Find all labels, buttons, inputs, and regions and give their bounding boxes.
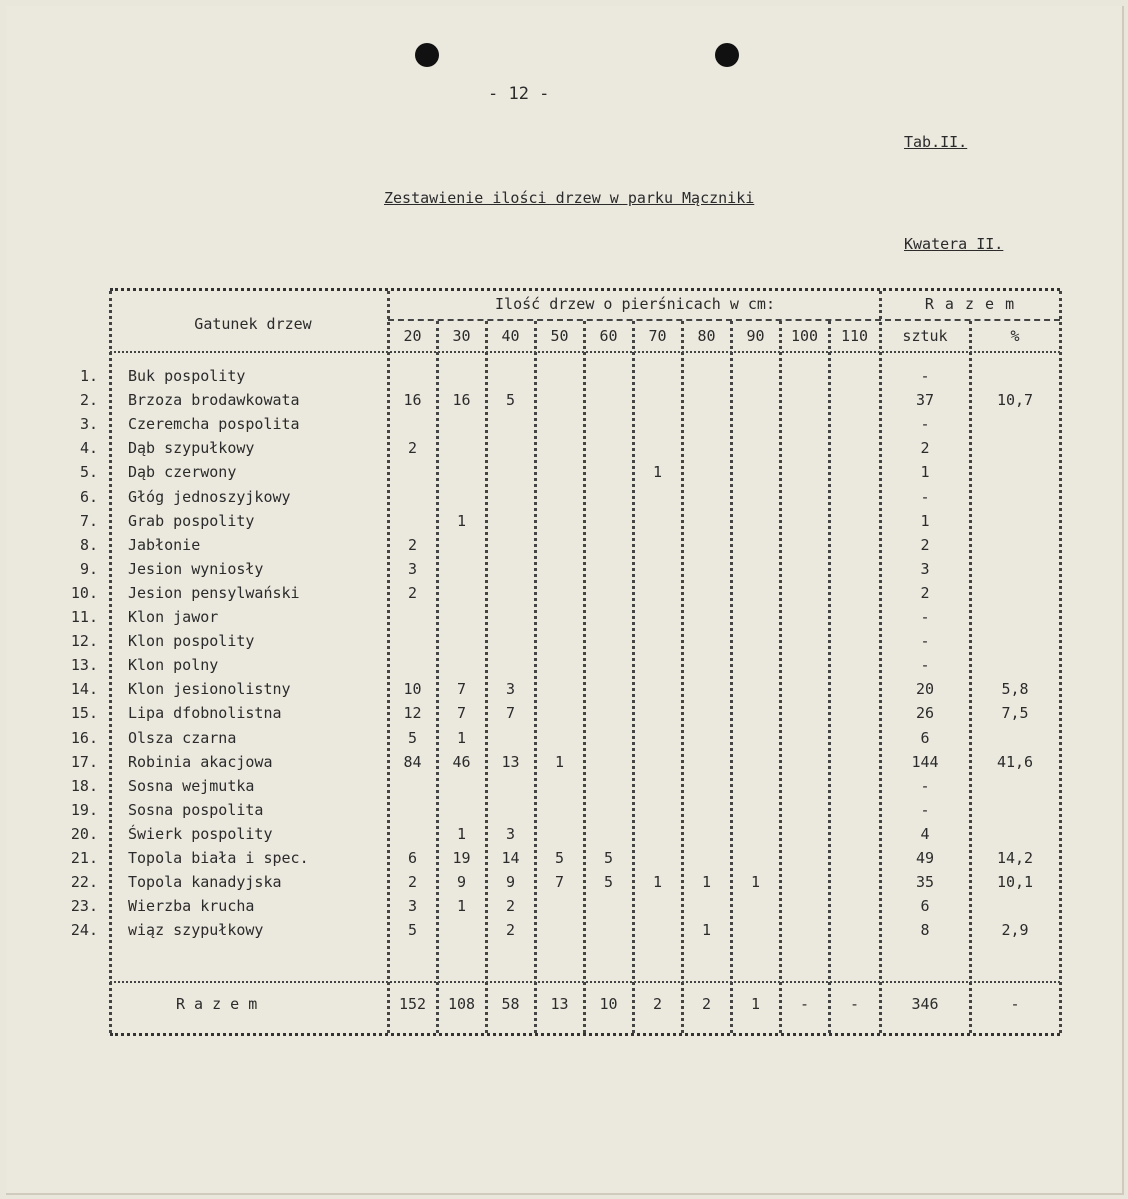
species-name: Topola biała i spec. <box>128 849 309 867</box>
column-divider <box>109 291 112 1033</box>
column-divider <box>828 321 831 1033</box>
row-number: 12. <box>70 632 98 651</box>
row-total: - <box>920 367 930 385</box>
header-percent: % <box>1010 327 1020 345</box>
row-total: 1 <box>920 511 930 530</box>
column-divider <box>583 321 586 1033</box>
row-number: 18. <box>70 776 98 795</box>
count-cell: 6 <box>407 849 418 867</box>
row-total: 2 <box>920 439 930 458</box>
count-cell: 3 <box>407 897 418 916</box>
row-total: 49 <box>915 849 935 867</box>
row-percent: 2,9 <box>1001 921 1029 940</box>
header-diameter-group: Ilość drzew o pierśnicach w cm: <box>495 295 775 313</box>
header-species: Gatunek drzew <box>194 315 312 333</box>
species-name: Jabłonie <box>128 535 201 554</box>
count-cell: 1 <box>456 897 467 916</box>
row-number: 21. <box>70 849 98 867</box>
row-total: 4 <box>920 824 930 843</box>
species-name: Topola kanadyjska <box>128 873 282 892</box>
row-total: - <box>920 415 930 434</box>
row-total: - <box>920 632 930 651</box>
row-number: 24. <box>70 921 98 940</box>
row-number: 16. <box>70 728 98 747</box>
row-total: 144 <box>911 752 939 771</box>
punch-hole <box>415 43 439 67</box>
header-diameter-110: 110 <box>840 327 869 345</box>
total-count-cell: 10 <box>599 995 618 1013</box>
count-cell: 5 <box>407 921 418 940</box>
row-total: - <box>920 776 930 795</box>
species-name: Głóg jednoszyjkowy <box>128 487 291 506</box>
count-cell: 3 <box>505 680 516 699</box>
count-cell: 3 <box>407 559 418 578</box>
punch-hole <box>715 43 739 67</box>
header-diameter-30: 30 <box>452 327 471 345</box>
row-total: 37 <box>915 391 935 410</box>
header-diameter-70: 70 <box>648 327 667 345</box>
species-name: Świerk pospolity <box>128 824 273 843</box>
row-total: - <box>920 800 930 819</box>
row-number: 5. <box>79 463 98 482</box>
row-number: 2. <box>79 391 98 410</box>
count-cell: 5 <box>505 391 516 410</box>
row-total: 35 <box>915 873 935 892</box>
count-cell: 16 <box>452 391 471 410</box>
row-number: 15. <box>70 704 98 723</box>
header-total-group: R a z e m <box>924 295 1016 313</box>
document-title: Zestawienie ilości drzew w parku Mączniki <box>384 189 755 207</box>
row-percent: 7,5 <box>1001 704 1029 723</box>
total-count-cell: 108 <box>447 995 476 1013</box>
header-diameter-90: 90 <box>746 327 765 345</box>
species-name: Robinia akacjowa <box>128 752 273 771</box>
section-label: Kwatera II. <box>904 235 1004 253</box>
species-name: Olsza czarna <box>128 728 237 747</box>
count-cell: 13 <box>501 752 520 771</box>
column-divider <box>632 321 635 1033</box>
species-name: Brzoza brodawkowata <box>128 391 300 410</box>
count-cell: 1 <box>456 728 467 747</box>
row-number: 9. <box>79 559 98 578</box>
count-cell: 5 <box>603 849 614 867</box>
species-name: Jesion pensylwański <box>128 583 300 602</box>
row-number: 10. <box>70 583 98 602</box>
row-percent: 41,6 <box>996 752 1034 771</box>
count-cell: 2 <box>505 921 516 940</box>
count-cell: 7 <box>456 704 467 723</box>
row-number: 11. <box>70 608 98 626</box>
count-cell: 46 <box>452 752 471 771</box>
header-diameter-40: 40 <box>501 327 520 345</box>
row-percent: 10,7 <box>996 391 1034 410</box>
column-divider <box>779 321 782 1033</box>
species-name: wiąz szypułkowy <box>128 921 264 940</box>
count-cell: 3 <box>505 824 516 843</box>
species-name: Dąb czerwony <box>128 463 237 482</box>
count-cell: 5 <box>407 728 418 747</box>
count-cell: 1 <box>554 752 565 771</box>
grand-total-percent: - <box>1010 995 1020 1013</box>
header-divider <box>388 319 1060 321</box>
count-cell: 12 <box>403 704 422 723</box>
species-name: Klon polny <box>128 656 219 675</box>
count-cell: 9 <box>505 873 516 892</box>
row-number: 1. <box>79 367 98 385</box>
row-number: 19. <box>70 800 98 819</box>
row-total: 2 <box>920 583 930 602</box>
count-cell: 14 <box>501 849 520 867</box>
count-cell: 2 <box>407 583 418 602</box>
count-cell: 1 <box>456 511 467 530</box>
row-number: 3. <box>79 415 98 434</box>
row-number: 20. <box>70 824 98 843</box>
species-name: Klon jesionolistny <box>128 680 291 699</box>
species-name: Buk pospolity <box>128 367 246 385</box>
header-diameter-100: 100 <box>790 327 819 345</box>
total-count-cell: - <box>849 995 860 1013</box>
total-row-label: R a z e m <box>176 995 258 1013</box>
row-number: 13. <box>70 656 98 675</box>
row-total: - <box>920 608 930 626</box>
row-total: 26 <box>915 704 935 723</box>
header-diameter-80: 80 <box>697 327 716 345</box>
total-count-cell: - <box>799 995 810 1013</box>
count-cell: 1 <box>456 824 467 843</box>
header-diameter-50: 50 <box>550 327 569 345</box>
count-cell: 9 <box>456 873 467 892</box>
species-name: Grab pospolity <box>128 511 255 530</box>
count-cell: 1 <box>701 921 712 940</box>
row-number: 6. <box>79 487 98 506</box>
row-total: 6 <box>920 897 930 916</box>
count-cell: 1 <box>750 873 761 892</box>
count-cell: 5 <box>554 849 565 867</box>
grand-total: 346 <box>911 995 939 1013</box>
row-total: 3 <box>920 559 930 578</box>
count-cell: 2 <box>505 897 516 916</box>
row-number: 23. <box>70 897 98 916</box>
species-name: Klon jawor <box>128 608 219 626</box>
row-total: 20 <box>915 680 935 699</box>
total-count-cell: 13 <box>550 995 569 1013</box>
count-cell: 7 <box>505 704 516 723</box>
page-number: - 12 - <box>488 84 550 104</box>
total-count-cell: 1 <box>750 995 761 1013</box>
total-count-cell: 2 <box>652 995 663 1013</box>
count-cell: 1 <box>701 873 712 892</box>
count-cell: 2 <box>407 535 418 554</box>
count-cell: 84 <box>403 752 422 771</box>
row-percent: 14,2 <box>996 849 1034 867</box>
row-number: 7. <box>79 511 98 530</box>
row-number: 17. <box>70 752 98 771</box>
header-diameter-60: 60 <box>599 327 618 345</box>
row-total: 8 <box>920 921 930 940</box>
header-diameter-20: 20 <box>403 327 422 345</box>
row-total: - <box>920 487 930 506</box>
species-name: Klon pospolity <box>128 632 255 651</box>
count-cell: 2 <box>407 439 418 458</box>
row-total: - <box>920 656 930 675</box>
row-total: 2 <box>920 535 930 554</box>
count-cell: 5 <box>603 873 614 892</box>
species-name: Lipa dfobnolistna <box>128 704 282 723</box>
species-name: Sosna wejmutka <box>128 776 255 795</box>
row-percent: 5,8 <box>1001 680 1029 699</box>
row-total: 1 <box>920 463 930 482</box>
count-cell: 19 <box>452 849 471 867</box>
species-name: Czeremcha pospolita <box>128 415 300 434</box>
row-number: 4. <box>79 439 98 458</box>
row-total: 6 <box>920 728 930 747</box>
count-cell: 2 <box>407 873 418 892</box>
count-cell: 7 <box>554 873 565 892</box>
count-cell: 1 <box>652 873 663 892</box>
row-number: 22. <box>70 873 98 892</box>
count-cell: 10 <box>403 680 422 699</box>
header-count: sztuk <box>902 327 948 345</box>
table-reference: Tab.II. <box>904 133 968 151</box>
row-percent: 10,1 <box>996 873 1034 892</box>
total-count-cell: 58 <box>501 995 520 1013</box>
count-cell: 16 <box>403 391 422 410</box>
row-number: 14. <box>70 680 98 699</box>
species-name: Dąb szypułkowy <box>128 439 255 458</box>
species-name: Wierzba krucha <box>128 897 255 916</box>
count-cell: 7 <box>456 680 467 699</box>
species-name: Jesion wyniosły <box>128 559 264 578</box>
species-name: Sosna pospolita <box>128 800 264 819</box>
total-count-cell: 152 <box>398 995 427 1013</box>
count-cell: 1 <box>652 463 663 482</box>
row-number: 8. <box>79 535 98 554</box>
total-count-cell: 2 <box>701 995 712 1013</box>
